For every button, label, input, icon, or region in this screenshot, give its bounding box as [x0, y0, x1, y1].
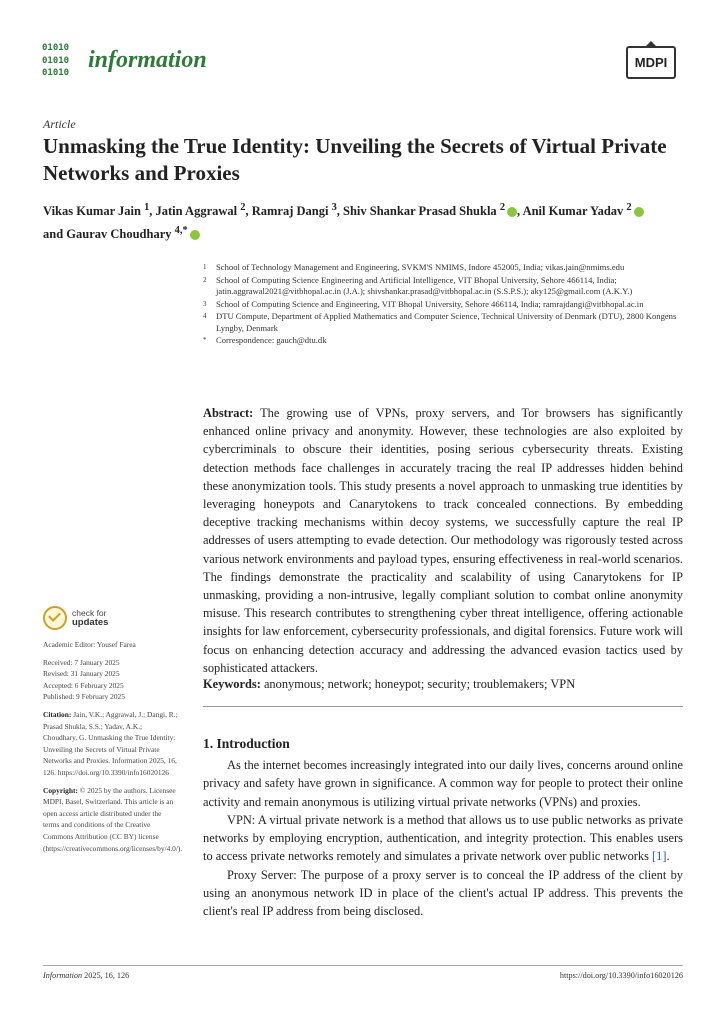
logo-binary-icon	[42, 42, 83, 80]
affiliations	[203, 262, 683, 348]
keywords	[203, 677, 683, 692]
article-dates	[43, 657, 178, 703]
check-updates-label: check for	[72, 608, 107, 618]
check-for-updates-button[interactable]	[43, 606, 108, 630]
copyright-block	[43, 785, 183, 855]
paragraph: Proxy Server: The purpose of a proxy server is to conceal the IP address of the client by using an anonymous network ID in place of the client's actual IP address. This prevents the client's real IP address from being disclosed.	[203, 867, 683, 919]
journal-name: information	[88, 46, 207, 73]
footer-doi-link[interactable]: https://doi.org/10.3390/info16020126	[559, 971, 683, 980]
abstract-text: The growing use of VPNs, proxy servers, and Tor browsers has significantly enhanced online privacy and anonymity. However, these technologies are also exploited by cybercriminals to obscure their identities, posing serious cybersecurity threats. Existing detection methods face challenges in accurately tracing the real IP addresses hidden behind these anonymization tools. This study presents a novel approach to unmasking true identities by leveraging honeypots and Canarytokens to track concealed connections. By embedding deceptive tracking mechanisms within decoy systems, we successfully capture the real IP addresses of users attempting to evade detection. Our methodology was rigorously tested across various network environments and payload types, ensuring effectiveness in real-world scenarios. The findings demonstrate the practicality and scalability of using Canarytokens for IP unmasking, providing a non-intrusive, legally compliant solution to combat online anonymity misuse. This research contributes to strengthening cyber threat intelligence, offering actionable insights for law enforcement, cybersecurity professionals, and digital forensics. Future work will focus on enhancing detection accuracy and addressing the advanced evasion tactics used by sophisticated attackers.	[203, 406, 684, 675]
author-list: Vikas Kumar Jain $^1$, Jatin Aggrawal $^2$, Ramraj Dangi $^3$, Shiv Shankar Prasad Shukla $^2$ , Anil Kumar Yadav $^2$ and Gaurav Choudhary $^{4,*}$	[43, 198, 683, 244]
abstract-label: Abstract:	[203, 406, 254, 420]
accepted-date: Accepted: 6 February 2025	[43, 680, 124, 690]
revised-date: Revised: 31 January 2025	[43, 669, 120, 679]
paper-title: Unmasking the True Identity: Unveiling the Secrets of Virtual Private Networks and Proxies	[43, 134, 667, 185]
keywords-text: anonymous; network; honeypot; security; troublemakers; VPN	[263, 677, 576, 691]
citation-link[interactable]: [1]	[652, 849, 667, 864]
citation-label: Citation:	[43, 709, 72, 719]
check-updates-label: updates	[72, 617, 109, 628]
footer-divider	[43, 965, 683, 966]
section-heading: 1. Introduction	[203, 736, 290, 751]
author[interactable]: Vikas Kumar Jain $^1$	[43, 202, 150, 219]
section-divider	[203, 706, 683, 707]
academic-editor: Academic Editor: Yousef Farea	[43, 640, 136, 649]
affiliation-item: 3 School of Computing Science and Engineering, VIT Bhopal University, Sehore 466114, India; ramrajdangi@vitbhopal.ac.in	[203, 298, 644, 309]
paragraph: As the internet becomes increasingly integrated into our daily lives, concerns around online privacy and safety have grown in significance. A common way for people to protect their online activity and remain anonymous is utilizing virtual private networks (VPNs) and proxies.	[203, 758, 683, 809]
published-date: Published: 9 February 2025	[43, 692, 125, 702]
affiliation-item: 1 School of Technology Management and Engineering, SVKM'S NMIMS, Indore 452005, India; vikas.jain@nmims.edu	[203, 262, 625, 272]
keywords-label: Keywords:	[203, 677, 261, 691]
author[interactable]: Gaurav Choudhary $^{4,*}$	[66, 227, 199, 241]
journal-logo[interactable]	[42, 42, 207, 80]
logo-bits-row: 01010	[42, 55, 70, 66]
author[interactable]: Anil Kumar Yadav $^2$	[523, 204, 644, 218]
author[interactable]: Ramraj Dangi $^3$	[251, 202, 337, 219]
copyright-label: Copyright:	[43, 785, 78, 795]
citation-block	[43, 709, 178, 779]
article-info-sidebar	[43, 639, 183, 860]
article-type: Article	[43, 117, 76, 131]
citation-text: Jain, V.K.; Aggrawal, J.; Dangi, R.; Prasad Shukla, S.S.; Yadav, A.K.; Choudhary, G. Unmasking the True Identity: Unveiling the Secrets of Virtual Private Networks and Proxies. Information 2025, 16, 126. https://doi.org/10.3390/info16020126	[43, 709, 178, 777]
orcid-icon[interactable]	[634, 207, 644, 217]
check-updates-icon	[43, 606, 67, 630]
footer-citation: Information 2025, 16, 126	[43, 971, 130, 980]
copyright-text: © 2025 by the authors. Licensee MDPI, Basel, Switzerland. This article is an open access article distributed under the terms and conditions of the Creative Commons Attribution (CC BY) license (https://creativecommons.org/licenses/by/4.0/).	[43, 785, 183, 853]
paragraph: VPN: A virtual private network is a method that allows us to use public networks as private networks by employing encryption, authentication, and integrity protection. This enables users to access private networks remotely and simulates a private network over public networks [1].	[203, 812, 683, 864]
affiliation-item: 4 DTU Compute, Department of Applied Mathematics and Computer Science, Technical University of Denmark (DTU), 2800 Kongens Lyngby, Denmark	[203, 311, 677, 333]
abstract	[203, 404, 683, 677]
publisher-logo[interactable]: MDPI	[626, 46, 676, 79]
author[interactable]: Shiv Shankar Prasad Shukla $^2$	[343, 204, 517, 218]
orcid-icon[interactable]	[507, 207, 517, 217]
logo-bits-row: 01010	[42, 68, 70, 79]
logo-bits-row: 01010	[42, 43, 70, 53]
correspondence: * Correspondence: gauch@dtu.dk	[203, 335, 327, 345]
author[interactable]: Jatin Aggrawal $^2$	[155, 202, 246, 219]
affiliation-item: 2 School of Computing Science Engineering and Artificial Intelligence, VIT Bhopal University, Sehore 466114, India; jatin.aggrawal2021@vitbhopal.ac.in (J.A.); shivshankar.prasad@vitbhopal.ac.in (S.S.P.S.); aky125@gmail.com (A.K.Y.)	[203, 274, 633, 296]
received-date: Received: 7 January 2025	[43, 657, 120, 667]
orcid-icon[interactable]	[190, 230, 200, 240]
introduction-body	[203, 756, 683, 921]
